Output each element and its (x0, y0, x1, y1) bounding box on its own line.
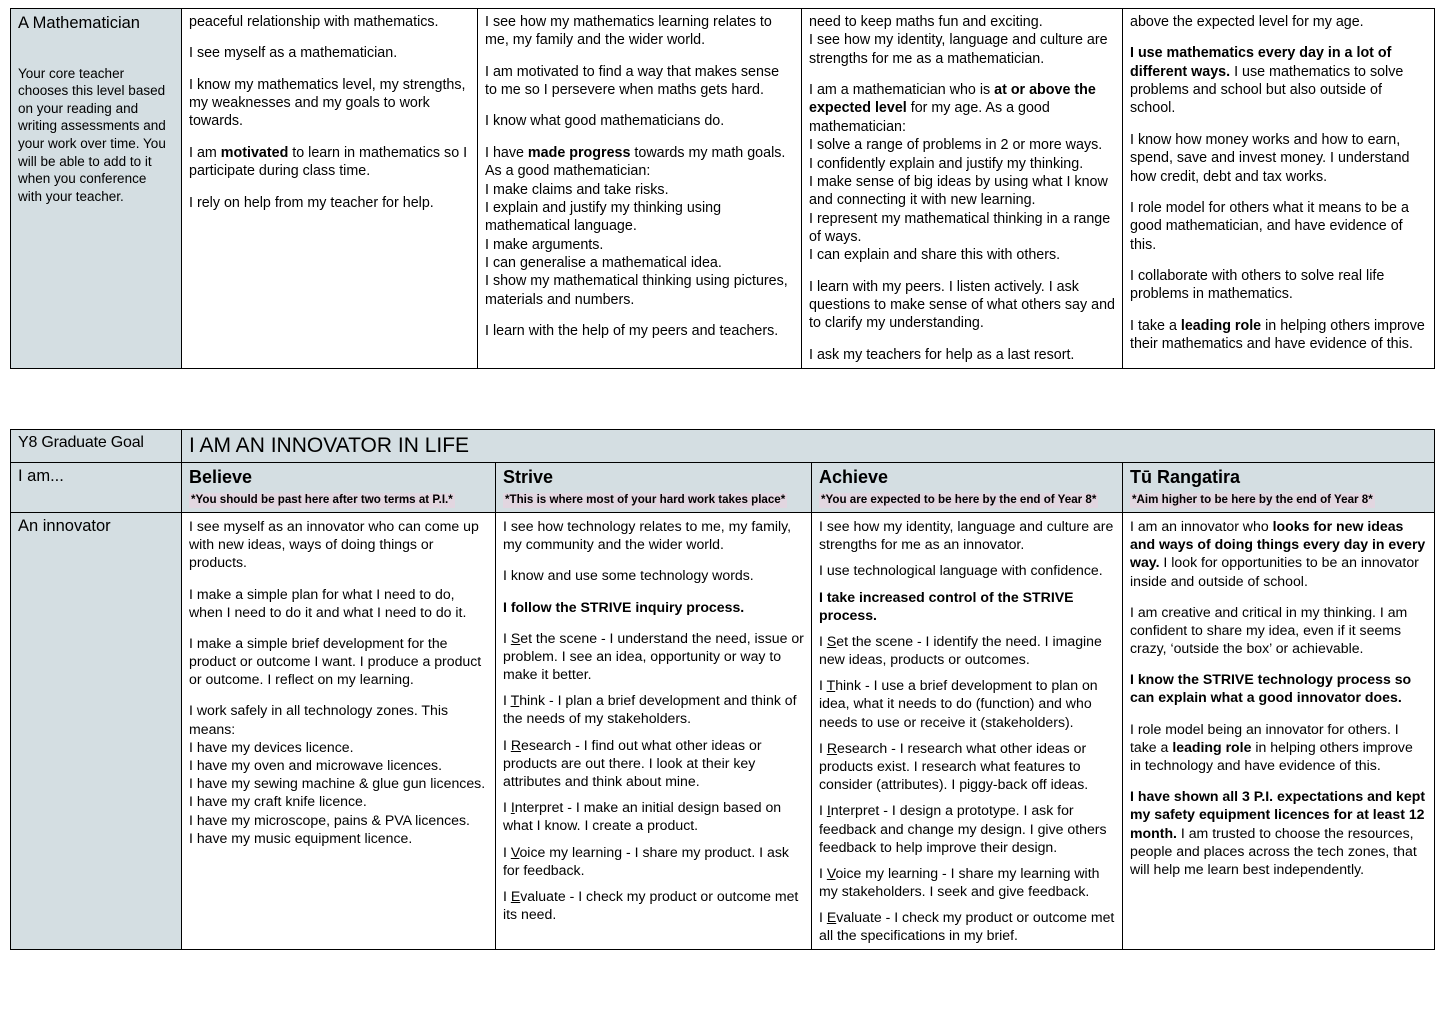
cell-innovator-achieve (812, 513, 1123, 949)
paragraph: I see myself as a mathematician. (189, 45, 398, 62)
table-separator (0, 369, 1444, 429)
paragraph: I collaborate with others to solve real life problems in mathematics. (1130, 267, 1385, 303)
paragraph: I work safely in all technology zones. This means: I have my devices licence. I have my oven and microwave licences. I have my sewing machine & glue gun licences. I have my craft knife licence. I have my microscope, pains & PVA licences. I have my music equipment licence. (189, 702, 486, 846)
paragraph: need to keep maths fun and exciting. I see how my identity, language and culture are strengths for me as a mathematician. (809, 14, 1108, 67)
level-subtitle: *You are expected to be here by the end of Year 8* (821, 493, 1097, 507)
cell-mathematician-strive (478, 9, 802, 369)
paragraph: I role model being an innovator for others. I take a leading role in helping others improve in technology and have evidence of this. (1130, 720, 1413, 773)
paragraph: I Research - I find out what other ideas or products are out there. I look at their key attributes and think about mine. (503, 736, 762, 789)
banner-title: I AM AN INNOVATOR IN LIFE (182, 430, 1435, 463)
level-subtitle: *You should be past here after two terms at P.I.* (191, 493, 453, 507)
cell-mathematician-believe (182, 9, 478, 369)
level-subtitle: *Aim higher to be here by the end of Year 8* (1132, 493, 1373, 507)
paragraph: peaceful relationship with mathematics. (189, 14, 439, 30)
cell-innovator-believe (182, 513, 496, 949)
table-header-row-banner (11, 430, 1435, 463)
cell-innovator-strive (496, 513, 812, 949)
table-header-row-levels (11, 463, 1435, 513)
paragraph: above the expected level for my age. (1130, 14, 1364, 30)
paragraph: I see how my identity, language and culture are strengths for me as an innovator. (819, 518, 1114, 553)
cell-innovator-tu-rangatira (1123, 513, 1435, 949)
paragraph: I use technological language with confidence. (819, 562, 1103, 579)
paragraph: I Voice my learning - I share my product. I ask for feedback. (503, 843, 789, 878)
innovator-matrix-table (10, 429, 1435, 949)
paragraph: I have made progress towards my math goals. As a good mathematician: I make claims and take risks. I explain and justify my thinking using mathematical language. I make arguments. I can generalise a mathematical idea. I show my mathematical thinking using pictures, materials and numbers. (485, 144, 788, 308)
row-label-an-innovator: An innovator (11, 513, 182, 949)
paragraph: I know and use some technology words. (503, 567, 754, 584)
paragraph: I Interpret - I design a prototype. I ask for feedback and change my design. I give others feedback to help improve their design. (819, 802, 1107, 855)
level-name: Tū Rangatira (1130, 467, 1241, 488)
paragraph: I Set the scene - I understand the need, issue or problem. I see an idea, opportunity or way to make it better. (503, 629, 804, 683)
paragraph: I Think - I use a brief development to plan on idea, what it needs to do (function) and who needs to use or receive it (stakeholders). (819, 677, 1098, 730)
paragraph: I know the STRIVE technology process so can explain what a good innovator does. (1130, 671, 1412, 706)
paragraph: I make a simple brief development for the product or outcome I want. I produce a product or outcome. I reflect on my learning. (189, 634, 482, 688)
paragraph: I am an innovator who looks for new ideas and ways of doing things every day in every way. I look for opportunities to be an innovator inside and outside of school. (1130, 518, 1426, 589)
role-title: A Mathematician (18, 14, 140, 32)
level-name: Strive (503, 467, 554, 488)
paragraph: I learn with the help of my peers and teachers. (485, 323, 779, 340)
cell-mathematician-achieve (802, 9, 1123, 369)
paragraph: I Think - I plan a brief development and think of the needs of my stakeholders. (503, 692, 797, 727)
paragraph: I learn with my peers. I listen actively. I ask questions to make sense of what others say and to clarify my understanding. (809, 278, 1115, 332)
paragraph: I follow the STRIVE inquiry process. (503, 598, 745, 615)
paragraph: I rely on help from my teacher for help. (189, 194, 434, 211)
level-header-tu-rangatira (1123, 463, 1435, 513)
paragraph: I Evaluate - I check my product or outcome met its need. (503, 887, 799, 923)
paragraph: I am motivated to learn in mathematics so I participate during class time. (189, 144, 468, 180)
paragraph: I Interpret - I make an initial design based on what I know. I create a product. (503, 799, 782, 834)
paragraph: I take a leading role in helping others improve their mathematics and have evidence of this. (1130, 317, 1425, 353)
role-label-cell (11, 9, 182, 369)
paragraph: I role model for others what it means to be a good mathematician, and have evidence of this. (1130, 199, 1409, 253)
paragraph: I am motivated to find a way that makes sense to me so I persevere when maths gets hard. (485, 63, 780, 99)
paragraph: I see how my mathematics learning relates to me, my family and the wider world. (485, 14, 772, 49)
paragraph: I make a simple plan for what I need to do, when I need to do it and what I need to do it. (189, 585, 467, 620)
paragraph: I Set the scene - I identify the need. I imagine new ideas, products or outcomes. (819, 632, 1102, 668)
document-page (0, 8, 1444, 1030)
paragraph: I am a mathematician who is at or above the expected level for my age. As a good mathematician: I solve a range of problems in 2 or more ways. I confidently explain and justify my thinking. I make sense of big ideas by using what I know and connecting it with new learning. I represent my mathematical thinking in a range of ways. I can explain and share this with others. (809, 82, 1111, 264)
level-name: Achieve (819, 467, 889, 488)
paragraph: I see myself as an innovator who can come up with new ideas, ways of doing things or products. (189, 518, 479, 571)
paragraph: I take increased control of the STRIVE process. (819, 588, 1074, 623)
paragraph: I am creative and critical in my thinking. I am confident to share my idea, even if it seems crazy, ‘outside the box’ or achievable. (1130, 603, 1408, 657)
paragraph: I use mathematics every day in a lot of different ways. I use mathematics to solve problems and school but also outside of school. (1130, 45, 1404, 117)
table-row (11, 513, 1435, 949)
graduate-goal-header: Y8 Graduate Goal (11, 430, 182, 463)
paragraph: I have shown all 3 P.I. expectations and kept my safety equipment licences for at least 12 month. I am trusted to choose the resources, people and places across the tech zones, that will help me learn best independently. (1130, 788, 1426, 877)
paragraph: I know my mathematics level, my strengths, my weaknesses and my goals to work towards. (189, 76, 466, 130)
mathematician-matrix-table (10, 8, 1435, 369)
paragraph: I Research - I research what other ideas or products exist. I research what features to consider (attributes). I piggy-back off ideas. (819, 739, 1089, 793)
paragraph: I ask my teachers for help as a last resort. (809, 346, 1075, 363)
level-header-achieve (812, 463, 1123, 513)
table-row (11, 9, 1435, 369)
role-description: Your core teacher chooses this level based on your reading and writing assessments and your work over time. You will be able to add to it when you conference with your teacher. (18, 65, 166, 204)
i-am-label: I am... (11, 463, 182, 513)
paragraph: I Evaluate - I check my product or outcome met all the specifications in my brief. (819, 909, 1115, 944)
level-subtitle: *This is where most of your hard work takes place* (505, 493, 786, 507)
paragraph: I know how money works and how to earn, spend, save and invest money. I understand how credit, debt and tax works. (1130, 131, 1410, 185)
level-header-believe (182, 463, 496, 513)
paragraph: I see how technology relates to me, my family, my community and the wider world. (503, 518, 791, 553)
level-header-strive (496, 463, 812, 513)
level-name: Believe (189, 467, 253, 488)
cell-mathematician-tu-rangatira (1123, 9, 1435, 369)
paragraph: I know what good mathematicians do. (485, 113, 725, 130)
paragraph: I Voice my learning - I share my learning with my stakeholders. I seek and give feedback. (819, 864, 1100, 900)
